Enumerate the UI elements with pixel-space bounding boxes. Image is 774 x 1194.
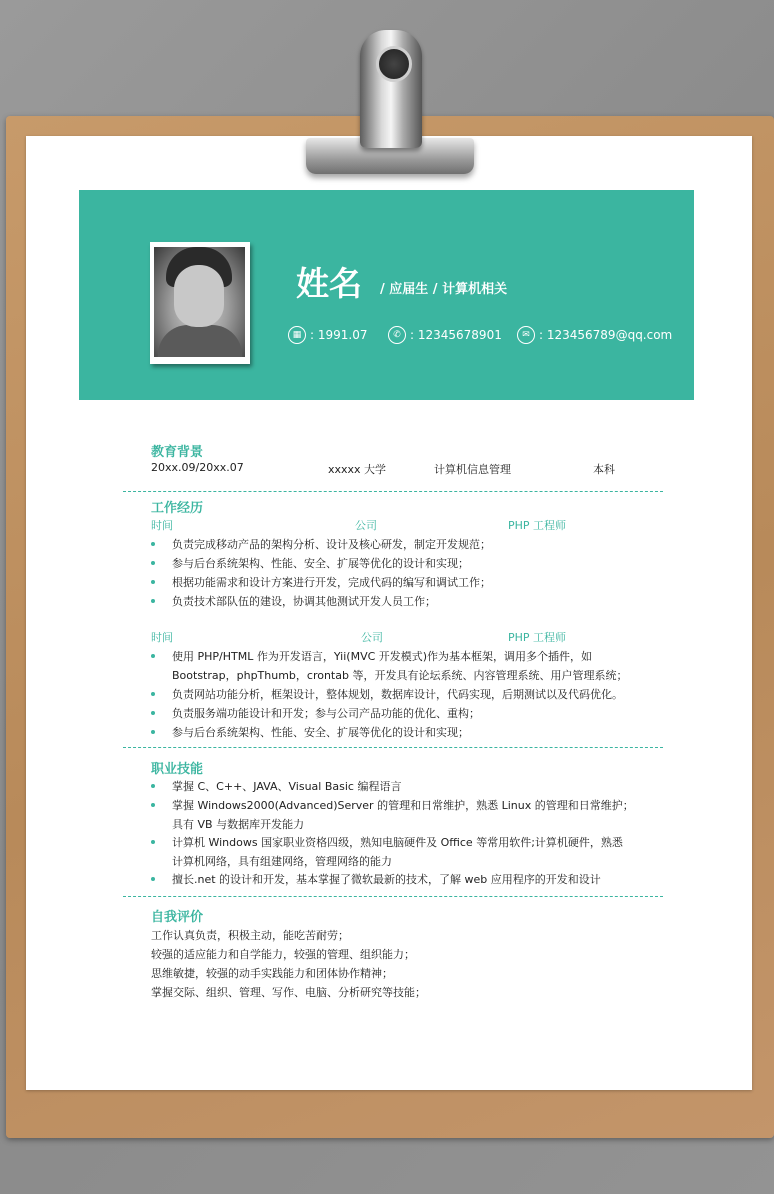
edu-school: xxxxx 大学 xyxy=(328,463,387,476)
job2-role: PHP 工程师 xyxy=(508,631,567,644)
job1-company: 公司 xyxy=(355,519,377,532)
list-item: 掌握 Windows2000(Advanced)Server 的管理和日常维护，熟悉 Linux 的管理和日常维护； xyxy=(172,799,634,812)
edu-dates: 20xx.09/20xx.07 xyxy=(151,461,244,474)
bullet xyxy=(151,711,155,715)
birth-value: : 1991.07 xyxy=(310,328,368,342)
bullet xyxy=(151,784,155,788)
list-item: 参与后台系统架构、性能、安全、扩展等优化的设计和实现； xyxy=(172,557,469,570)
bullet xyxy=(151,803,155,807)
list-item: 负责服务端功能设计和开发；参与公司产品功能的优化、重构； xyxy=(172,707,480,720)
self-line: 思维敏捷，较强的动手实践能力和团体协作精神； xyxy=(151,967,393,980)
candidate-name: 姓名 xyxy=(296,264,362,303)
self-line: 较强的适应能力和自学能力，较强的管理、组织能力； xyxy=(151,948,415,961)
avatar xyxy=(154,247,245,357)
contact-birth xyxy=(288,326,367,344)
bullet xyxy=(151,542,155,546)
job2-time: 时间 xyxy=(151,631,173,644)
list-item: 参与后台系统架构、性能、安全、扩展等优化的设计和实现； xyxy=(172,726,469,739)
list-item-continued: 具有 VB 与数据库开发能力 xyxy=(172,818,305,831)
section-title-skills: 职业技能 xyxy=(151,762,204,777)
section-title-self: 自我评价 xyxy=(151,910,204,925)
bullet xyxy=(151,692,155,696)
phone-icon: ✆ xyxy=(388,326,406,344)
clip-hole xyxy=(376,46,412,82)
list-item-continued: Bootstrap，phpThumb，crontab 等，开发具有论坛系统、内容管理系统、用户管理系统； xyxy=(172,669,628,682)
job2-company: 公司 xyxy=(361,631,383,644)
bullet xyxy=(151,730,155,734)
section-title-work: 工作经历 xyxy=(151,501,204,516)
list-item: 使用 PHP/HTML 作为开发语言，Yii(MVC 开发模式)作为基本框架，调用多个插件，如 xyxy=(172,650,593,663)
list-item: 负责网站功能分析，框架设计，整体规划，数据库设计，代码实现，后期测试以及代码优化。 xyxy=(172,688,623,701)
contact-email xyxy=(517,326,672,344)
job1-time: 时间 xyxy=(151,519,173,532)
candidate-tagline: / 应届生 / 计算机相关 xyxy=(380,282,508,297)
bullet xyxy=(151,599,155,603)
edu-major: 计算机信息管理 xyxy=(434,463,511,476)
bullet xyxy=(151,561,155,565)
divider xyxy=(123,896,663,897)
section-title-education: 教育背景 xyxy=(151,445,204,460)
email-value: : 123456789@qq.com xyxy=(539,328,673,342)
self-line: 掌握交际、组织、管理、写作、电脑、分析研究等技能； xyxy=(151,986,426,999)
list-item: 负责完成移动产品的架构分析、设计及核心研发，制定开发规范； xyxy=(172,538,491,551)
list-item: 根据功能需求和设计方案进行开发，完成代码的编写和调试工作； xyxy=(172,576,491,589)
list-item: 负责技术部队伍的建设，协调其他测试开发人员工作； xyxy=(172,595,436,608)
edu-degree: 本科 xyxy=(593,463,615,476)
divider xyxy=(123,491,663,492)
bullet xyxy=(151,654,155,658)
bullet xyxy=(151,877,155,881)
bullet xyxy=(151,580,155,584)
phone-value: : 12345678901 xyxy=(410,328,502,342)
contact-phone xyxy=(388,326,502,344)
list-item: 计算机 Windows 国家职业资格四级，熟知电脑硬件及 Office 等常用软件;计算机硬件，熟悉 xyxy=(172,836,623,849)
bullet xyxy=(151,840,155,844)
self-line: 工作认真负责，积极主动，能吃苦耐劳； xyxy=(151,929,349,942)
mail-icon: ✉ xyxy=(517,326,535,344)
job1-role: PHP 工程师 xyxy=(508,519,567,532)
calendar-icon: ▦ xyxy=(288,326,306,344)
divider xyxy=(123,747,663,748)
list-item: 掌握 C、C++、JAVA、Visual Basic 编程语言 xyxy=(172,780,402,793)
list-item: 擅长.net 的设计和开发，基本掌握了微软最新的技术，了解 web 应用程序的开发和设计 xyxy=(172,873,601,886)
list-item-continued: 计算机网络，具有组建网络，管理网络的能力 xyxy=(172,855,392,868)
